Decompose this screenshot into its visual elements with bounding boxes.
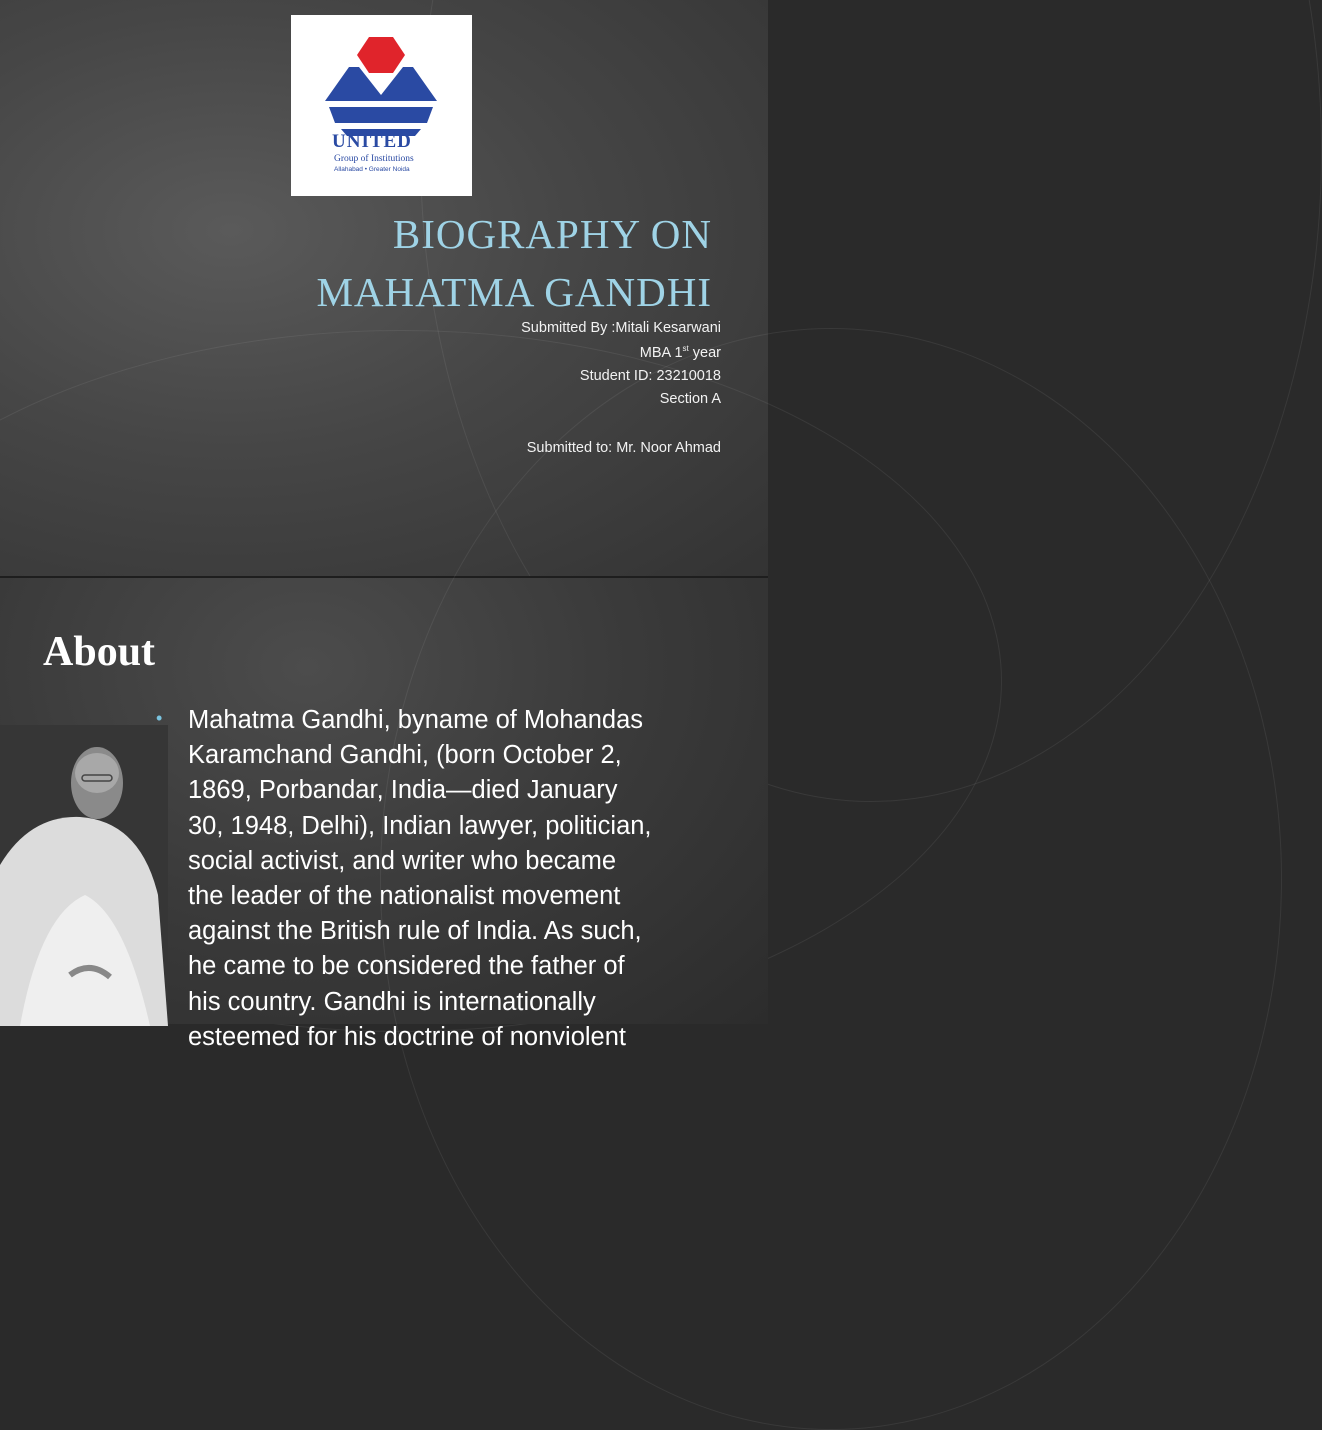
about-paragraph [188, 703, 728, 1055]
about-line: esteemed for his doctrine of nonviolent [188, 1022, 627, 1051]
about-line: Karamchand Gandhi, (born October 2, [188, 741, 622, 770]
slide-title-line1: BIOGRAPHY ON [392, 211, 712, 257]
logo-subtitle-text: Group of Institutions [334, 154, 414, 164]
about-slide [0, 576, 768, 1051]
about-line: his country. Gandhi is internationally [188, 987, 596, 1016]
section: Section A [659, 391, 721, 407]
slide-title-line2: MAHATMA GANDHI [316, 269, 712, 315]
submitted-to: Submitted to: Mr. Noor Ahmad [526, 440, 721, 456]
about-line: he came to be considered the father of [188, 952, 625, 981]
program-year-suffix: st [682, 344, 689, 353]
about-line: 1869, Porbandar, India—died January [188, 776, 618, 805]
about-line: 30, 1948, Delhi), Indian lawyer, politician, [188, 811, 652, 840]
about-line: the leader of the nationalist movement [188, 882, 621, 911]
gandhi-photo [0, 725, 168, 1026]
program-year-tail: year [688, 344, 721, 361]
about-line: Mahatma Gandhi, byname of Mohandas [188, 706, 644, 734]
logo-brand-text: UNITED [332, 131, 412, 152]
submitted-by: Submitted By :Mitali Kesarwani [521, 320, 721, 336]
logo-locations-text: Allahabad • Greater Noida [334, 166, 410, 173]
gandhi-portrait-icon [0, 725, 168, 1026]
about-line: social activist, and writer who became [188, 846, 617, 875]
student-id: Student ID: 23210018 [579, 368, 721, 384]
program-year-prefix: MBA 1 [639, 344, 683, 361]
bullet-icon: • [156, 708, 163, 728]
about-heading: About [43, 629, 156, 675]
about-line: against the British rule of India. As such, [188, 917, 642, 946]
